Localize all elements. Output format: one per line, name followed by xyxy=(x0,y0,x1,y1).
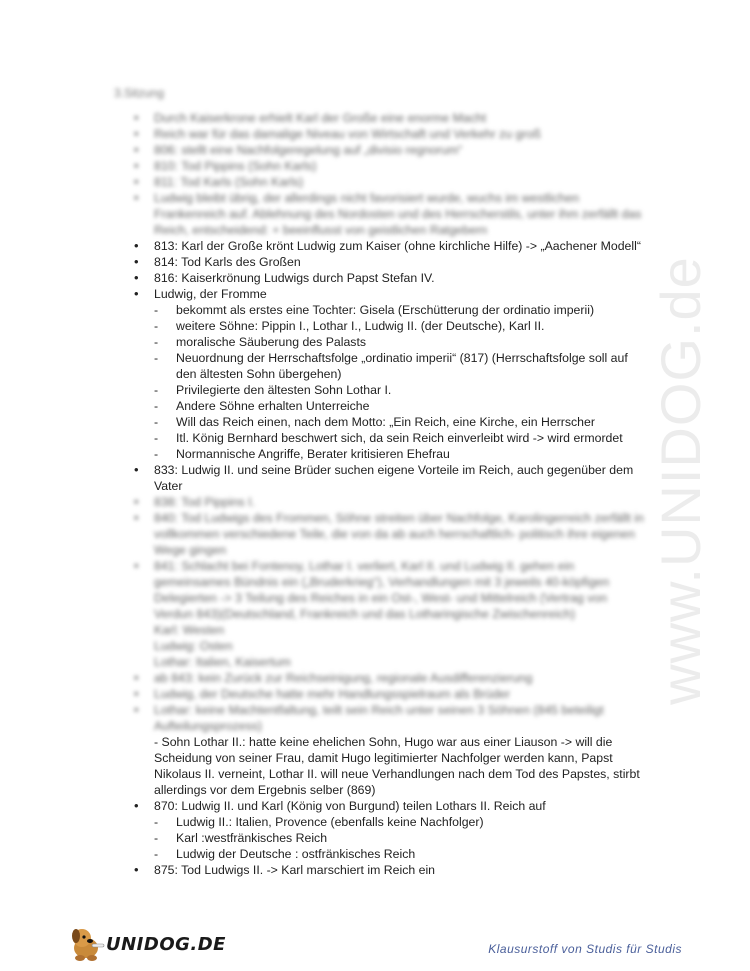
watermark-text: www.UNIDOG.de xyxy=(648,255,712,705)
list-item: • 810: Tod Pippins (Sohn Karls) xyxy=(114,158,644,174)
sub-item: - Karl :westfränkisches Reich xyxy=(154,830,644,846)
sub-item: - Ludwig II.: Italien, Provence (ebenfalls keine Nachfolger) xyxy=(154,814,644,830)
list-item: • Ludwig, der Deutsche hatte mehr Handlungsspielraum als Brüder xyxy=(114,686,644,702)
list-item: • 806: stellt eine Nachfolgeregelung auf „divisio regnorum“ xyxy=(114,142,644,158)
list-item-ludwig xyxy=(114,286,644,462)
list-item: • Ludwig bleibt übrig, der allerdings nicht favorisiert wurde, wuchs im westlichen Frankenreich auf. Ablehnung des Nordosten und des Herrscherstils, unter ihm zerfällt das Reich, entscheidend: + beeinflusst von geistlichen Ratgebern xyxy=(114,190,644,238)
sub-item: - weitere Söhne: Pippin I., Lothar I., Ludwig II. (der Deutsche), Karl II. xyxy=(154,318,644,334)
list-item: • Lothar: keine Machtentfaltung, teilt sein Reich unter seinen 3 Söhnen (845 beteiligt Aufteilungsprozess) xyxy=(114,702,644,734)
section-heading: 3.Sitzung xyxy=(114,86,165,100)
list-item: • 840: Tod Ludwigs des Frommen, Söhne streiten über Nachfolge, Karolingerreich zerfällt in vollkommen verschiedene Teile, die von da ab auch herrschaftlich- politisch ihre eigenen Wege gingen xyxy=(114,510,644,558)
list-item: • 838: Tod Pippins I. xyxy=(114,494,644,510)
sub-item: - Will das Reich einen, nach dem Motto: „Ein Reich, eine Kirche, ein Herrscher xyxy=(154,414,644,430)
list-item: • 833: Ludwig II. und seine Brüder suchen eigene Vorteile im Reich, auch gegenüber dem Vater xyxy=(114,462,644,494)
logo-text: UNIDOG.DE xyxy=(106,934,226,955)
sub-item: - Neuordnung der Herrschaftsfolge „ordinatio imperii“ (817) (Herrschaftsfolge soll auf den ältesten Sohn übergehen) xyxy=(154,350,644,382)
list-item: • 841: Schlacht bei Fontenoy, Lothar I. verliert, Karl II. und Ludwig II. gehen ein gemeinsames Bündnis ein („Bruderkrieg“), Verhandlungen mit 3 jeweils 40-köpfigen Delegierten -> 3 Teilung des Reiches in ein Ost-, West- und Mittelreich (Vertrag von Verdun 843)(Deutschland, Frankreich und das Lotharingische Zwischenreich) Karl: Westen Ludwig: Osten Lothar: Italien, Kaisertum xyxy=(114,558,644,670)
item-870-title: • 870: Ludwig II. und Karl (König von Burgund) teilen Lothars II. Reich auf xyxy=(154,799,546,813)
list-item: • Reich war für das damalige Niveau von Wirtschaft und Verkehr zu groß xyxy=(114,126,644,142)
list-item: • 811: Tod Karls (Sohn Karls) xyxy=(114,174,644,190)
sub-item: - bekommt als erstes eine Tochter: Gisela (Erschütterung der ordinatio imperii) xyxy=(154,302,644,318)
list-item-870 xyxy=(114,798,644,862)
document-content xyxy=(114,110,644,878)
sub-item: - moralische Säuberung des Palasts xyxy=(154,334,644,350)
list-item: • Durch Kaiserkrone erhielt Karl der Große eine enorme Macht xyxy=(114,110,644,126)
list-item: • 816: Kaiserkrönung Ludwigs durch Papst Stefan IV. xyxy=(114,270,644,286)
lothar-continuation: - Sohn Lothar II.: hatte keine ehelichen Sohn, Hugo war aus einer Liauson -> will die Scheidung von seiner Frau, damit Hugo legitimierter Nachfolger werden kann, Papst Nikolaus II. verneint, Lothar II. will neue Verhandlungen nach dem Tod des Papstes, stirbt allerdings vor dem Ergebnis selber (869) xyxy=(154,735,640,797)
list-item: • 814: Tod Karls des Großen xyxy=(114,254,644,270)
bullet-list-2 xyxy=(114,798,644,878)
bullet-list xyxy=(114,110,644,734)
sub-item: - Andere Söhne erhalten Unterreiche xyxy=(154,398,644,414)
footer-logo xyxy=(68,926,226,962)
sub-item: - Itl. König Bernhard beschwert sich, da sein Reich einverleibt wird -> wird ermordet xyxy=(154,430,644,446)
list-item: • 813: Karl der Große krönt Ludwig zum Kaiser (ohne kirchliche Hilfe) -> „Aachener Modell“ xyxy=(114,238,644,254)
sub-item: - Ludwig der Deutsche : ostfränkisches Reich xyxy=(154,846,644,862)
sub-list xyxy=(154,814,644,862)
list-item: • ab 843: kein Zurück zur Reichseinigung, regionale Ausdifferenzierung xyxy=(114,670,644,686)
footer-tagline: Klausurstoff von Studis für Studis xyxy=(488,942,682,956)
list-item: • 875: Tod Ludwigs II. -> Karl marschiert im Reich ein xyxy=(114,862,644,878)
sub-item: - Normannische Angriffe, Berater kritisieren Ehefrau xyxy=(154,446,644,462)
dog-mascot-icon xyxy=(68,926,108,962)
ludwig-title: • Ludwig, der Fromme xyxy=(154,287,267,301)
sub-item: - Privilegierte den ältesten Sohn Lothar I. xyxy=(154,382,644,398)
sub-list xyxy=(154,302,644,462)
